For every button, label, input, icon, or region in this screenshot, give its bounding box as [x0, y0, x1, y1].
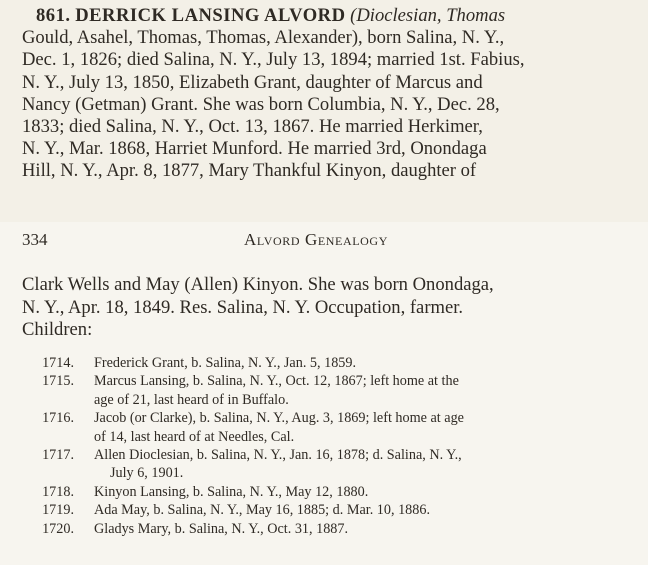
child-number: 1719. [42, 502, 74, 519]
entry-line-7: N. Y., Mar. 1868, Harriet Munford. He married 3rd, Onondaga [22, 138, 487, 160]
child-number: 1720. [42, 520, 74, 537]
child-number: 1714. [42, 355, 74, 371]
entry-line-8: Hill, N. Y., Apr. 8, 1877, Mary Thankful Kinyon, daughter of [22, 160, 477, 182]
continuation-paragraph [22, 274, 634, 342]
page-header [22, 228, 622, 250]
entry-line-3: Dec. 1, 1826; died Salina, N. Y., July 13, 1894; married 1st. Fabius, [22, 49, 525, 71]
entry-number: 861. [36, 5, 71, 26]
child-text: Ada May, b. Salina, N. Y., May 16, 1885; d. Mar. 10, 1886. [94, 502, 431, 519]
page-number: 334 [22, 230, 48, 249]
child-text: Kinyon Lansing, b. Salina, N. Y., May 12, 1880. [94, 483, 369, 500]
child-text: Jacob (or Clarke), b. Salina, N. Y., Aug. 3, 1869; left home at age [94, 410, 464, 427]
child-number: 1715. [42, 373, 74, 390]
child-number: 1717. [42, 447, 74, 464]
child-entry [22, 354, 634, 372]
child-entry [22, 446, 634, 464]
running-head: Alvord Genealogy [244, 230, 388, 249]
child-entry-continuation: age of 21, last heard of in Buffalo. [94, 391, 289, 408]
child-number: 1718. [42, 483, 74, 500]
child-text: Frederick Grant, b. Salina, N. Y., Jan. 5, 1859. [94, 355, 357, 371]
child-entry-continuation: July 6, 1901. [110, 465, 184, 482]
entry-line-5: Nancy (Getman) Grant. She was born Columbia, N. Y., Dec. 28, [22, 93, 500, 115]
entry-ancestry: (Dioclesian, Thomas [345, 5, 506, 26]
child-entry [22, 501, 634, 519]
child-entry [22, 483, 634, 501]
child-number: 1716. [42, 410, 74, 427]
continuation-line-2: N. Y., Apr. 18, 1849. Res. Salina, N. Y. Occupation, farmer. [22, 296, 464, 318]
entry-861-paragraph [22, 5, 634, 183]
continuation-line-1: Clark Wells and May (Allen) Kinyon. She was born Onondaga, [22, 274, 494, 295]
entry-line-6: 1833; died Salina, N. Y., Oct. 13, 1867. He married Herkimer, [22, 116, 483, 138]
entry-name: DERRICK LANSING ALVORD [75, 5, 346, 26]
children-list [22, 354, 634, 538]
entry-line-4: N. Y., July 13, 1850, Elizabeth Grant, daughter of Marcus and [22, 71, 483, 93]
child-entry [22, 409, 634, 427]
child-text: Marcus Lansing, b. Salina, N. Y., Oct. 12, 1867; left home at the [94, 373, 459, 390]
child-entry [22, 372, 634, 390]
child-entry-continuation: of 14, last heard of at Needles, Cal. [94, 428, 295, 445]
child-text: Allen Dioclesian, b. Salina, N. Y., Jan. 16, 1878; d. Salina, N. Y., [94, 447, 462, 464]
child-entry [22, 520, 634, 538]
entry-line-2: Gould, Asahel, Thomas, Thomas, Alexander), born Salina, N. Y., [22, 27, 505, 49]
continuation-line-3: Children: [22, 319, 93, 340]
entry-line-1 [22, 5, 634, 27]
child-text: Gladys Mary, b. Salina, N. Y., Oct. 31, 1887. [94, 520, 349, 537]
